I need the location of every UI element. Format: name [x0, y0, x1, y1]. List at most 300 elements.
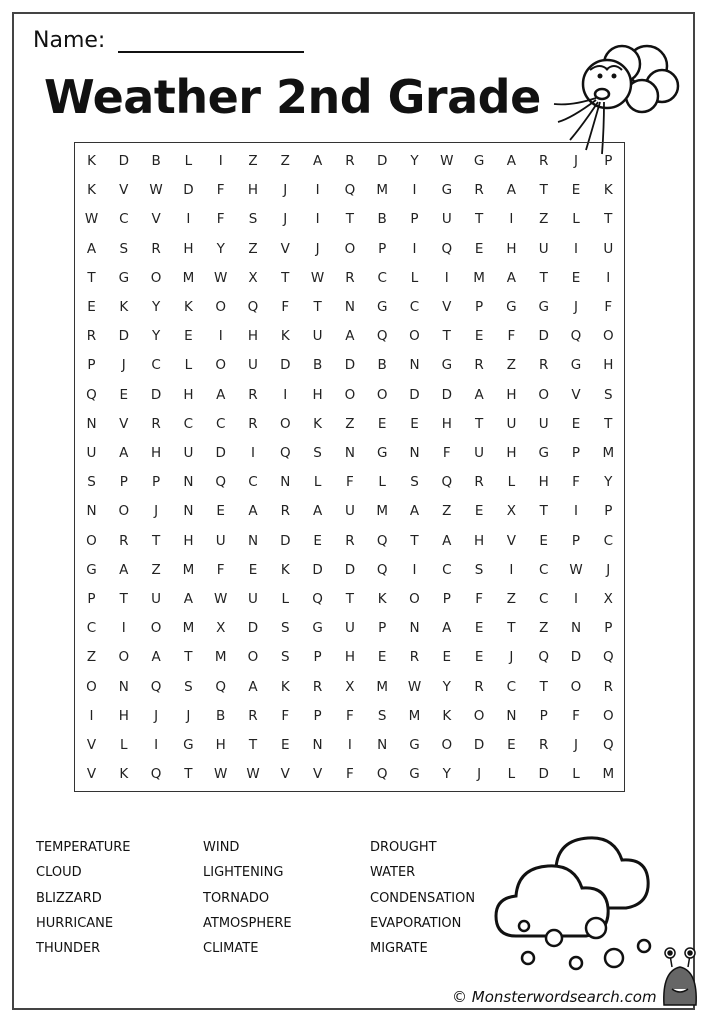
grid-letter[interactable]: Q — [602, 737, 615, 753]
grid-letter[interactable]: O — [86, 532, 98, 549]
grid-letter[interactable]: D — [441, 386, 453, 403]
grid-letter[interactable]: T — [119, 591, 129, 607]
grid-letter[interactable]: M — [602, 445, 615, 461]
grid-letter[interactable]: S — [313, 445, 323, 461]
grid-letter[interactable]: D — [215, 445, 227, 461]
grid-letter[interactable]: Q — [376, 328, 388, 345]
grid-letter[interactable]: O — [409, 328, 421, 345]
grid-letter[interactable]: S — [410, 474, 420, 491]
grid-letter[interactable]: K — [87, 182, 97, 199]
grid-letter[interactable]: U — [183, 445, 194, 461]
grid-letter[interactable]: D — [376, 153, 388, 169]
grid-letter[interactable]: Q — [215, 678, 227, 695]
grid-letter[interactable]: F — [572, 474, 581, 491]
grid-letter[interactable]: K — [87, 153, 97, 169]
grid-letter[interactable]: M — [376, 503, 389, 520]
grid-letter[interactable]: C — [538, 591, 549, 607]
grid-letter[interactable]: D — [150, 386, 162, 403]
grid-letter[interactable]: Z — [539, 211, 549, 228]
grid-letter[interactable]: K — [280, 328, 291, 345]
grid-letter[interactable]: K — [183, 299, 194, 315]
grid-letter[interactable]: P — [571, 445, 581, 461]
grid-letter[interactable]: O — [409, 591, 421, 607]
grid-letter[interactable]: Q — [150, 678, 162, 695]
grid-letter[interactable]: T — [507, 620, 517, 637]
grid-letter[interactable]: R — [280, 503, 291, 520]
grid-letter[interactable]: I — [574, 591, 579, 607]
grid-letter[interactable]: V — [119, 415, 129, 432]
grid-letter[interactable]: W — [246, 766, 261, 783]
grid-letter[interactable]: G — [409, 766, 421, 783]
grid-letter[interactable]: D — [409, 386, 421, 403]
grid-letter[interactable]: H — [151, 445, 162, 461]
grid-letter[interactable]: X — [506, 503, 517, 520]
grid-letter[interactable]: T — [539, 503, 549, 520]
grid-letter[interactable]: E — [571, 269, 581, 286]
grid-letter[interactable]: E — [184, 328, 194, 345]
grid-letter[interactable]: V — [151, 211, 162, 228]
grid-letter[interactable]: P — [475, 299, 484, 315]
grid-letter[interactable]: A — [442, 532, 452, 549]
grid-letter[interactable]: G — [506, 299, 518, 315]
grid-letter[interactable]: L — [507, 766, 516, 783]
grid-letter[interactable]: Z — [345, 415, 356, 432]
grid-letter[interactable]: U — [506, 415, 517, 432]
grid-letter[interactable]: P — [604, 153, 613, 169]
grid-letter[interactable]: R — [538, 153, 549, 169]
grid-letter[interactable]: M — [182, 561, 195, 578]
grid-letter[interactable]: B — [312, 357, 323, 374]
grid-letter[interactable]: I — [121, 620, 127, 637]
grid-letter[interactable]: O — [376, 386, 388, 403]
grid-letter[interactable]: F — [346, 766, 355, 783]
grid-letter[interactable]: R — [86, 328, 97, 345]
grid-letter[interactable]: C — [183, 415, 194, 432]
grid-letter[interactable]: Y — [151, 299, 161, 315]
grid-letter[interactable]: V — [506, 532, 517, 549]
grid-letter[interactable]: F — [281, 707, 290, 724]
grid-letter[interactable]: K — [313, 415, 323, 432]
grid-letter[interactable]: C — [151, 357, 162, 374]
grid-letter[interactable]: R — [151, 415, 162, 432]
grid-letter[interactable]: V — [442, 299, 452, 315]
grid-letter[interactable]: O — [215, 299, 227, 315]
grid-letter[interactable]: Z — [248, 153, 259, 169]
grid-letter[interactable]: D — [312, 561, 324, 578]
grid-letter[interactable]: T — [345, 591, 355, 607]
grid-letter[interactable]: O — [86, 678, 98, 695]
grid-letter[interactable]: R — [538, 737, 549, 753]
grid-letter[interactable]: R — [603, 678, 614, 695]
grid-letter[interactable]: O — [118, 503, 130, 520]
grid-letter[interactable]: E — [248, 561, 258, 578]
grid-letter[interactable]: Q — [538, 649, 550, 666]
grid-letter[interactable]: E — [216, 503, 226, 520]
grid-letter[interactable]: N — [118, 678, 130, 695]
grid-letter[interactable]: C — [409, 299, 420, 315]
grid-letter[interactable]: B — [377, 211, 388, 228]
grid-letter[interactable]: D — [538, 328, 550, 345]
grid-letter[interactable]: F — [507, 328, 516, 345]
grid-letter[interactable]: T — [474, 415, 484, 432]
grid-letter[interactable]: R — [409, 649, 420, 666]
grid-letter[interactable]: J — [509, 649, 514, 666]
grid-letter[interactable]: Z — [248, 240, 259, 257]
grid-letter[interactable]: A — [409, 503, 420, 520]
grid-letter[interactable]: E — [474, 649, 484, 666]
grid-letter[interactable]: H — [538, 474, 550, 491]
grid-letter[interactable]: I — [89, 707, 94, 724]
grid-letter[interactable]: D — [570, 649, 582, 666]
grid-letter[interactable]: Y — [442, 678, 452, 695]
grid-letter[interactable]: N — [409, 445, 421, 461]
grid-letter[interactable]: I — [509, 561, 514, 578]
grid-letter[interactable]: K — [119, 299, 129, 315]
grid-letter[interactable]: P — [604, 503, 613, 520]
grid-letter[interactable]: V — [280, 240, 291, 257]
grid-letter[interactable]: T — [281, 269, 290, 286]
grid-letter[interactable]: T — [184, 649, 194, 666]
grid-letter[interactable]: A — [119, 561, 129, 578]
grid-letter[interactable]: J — [574, 299, 579, 315]
grid-letter[interactable]: Q — [344, 182, 356, 199]
grid-letter[interactable]: I — [315, 211, 321, 228]
grid-letter[interactable]: O — [150, 269, 162, 286]
grid-letter[interactable]: C — [506, 678, 517, 695]
grid-letter[interactable]: E — [119, 386, 129, 403]
grid-letter[interactable]: F — [216, 561, 226, 578]
grid-letter[interactable]: A — [248, 503, 259, 520]
grid-letter[interactable]: P — [313, 649, 323, 666]
grid-letter[interactable]: S — [474, 561, 484, 578]
grid-letter[interactable]: M — [602, 766, 615, 783]
grid-letter[interactable]: H — [344, 649, 356, 666]
grid-letter[interactable]: J — [283, 182, 288, 199]
grid-letter[interactable]: I — [154, 737, 159, 753]
grid-letter[interactable]: X — [248, 269, 259, 286]
grid-letter[interactable]: W — [214, 269, 228, 286]
grid-letter[interactable]: A — [506, 269, 517, 286]
grid-letter[interactable]: T — [442, 328, 452, 345]
grid-letter[interactable]: G — [538, 445, 550, 461]
grid-letter[interactable]: A — [248, 678, 259, 695]
grid-letter[interactable]: M — [376, 182, 389, 199]
grid-letter[interactable]: J — [574, 153, 579, 169]
grid-letter[interactable]: Q — [312, 591, 324, 607]
grid-letter[interactable]: P — [313, 707, 323, 724]
grid-letter[interactable]: P — [378, 620, 387, 637]
grid-letter[interactable]: G — [538, 299, 550, 315]
grid-letter[interactable]: N — [86, 503, 98, 520]
grid-letter[interactable]: A — [151, 649, 162, 666]
grid-letter[interactable]: J — [606, 561, 611, 578]
grid-letter[interactable]: F — [442, 445, 452, 461]
grid-letter[interactable]: U — [248, 591, 259, 607]
grid-letter[interactable]: Y — [216, 240, 226, 257]
grid-letter[interactable]: E — [281, 737, 291, 753]
grid-letter[interactable]: F — [346, 707, 355, 724]
grid-letter[interactable]: U — [312, 328, 324, 345]
grid-letter[interactable]: S — [377, 707, 387, 724]
grid-letter[interactable]: C — [86, 620, 97, 637]
grid-letter[interactable]: P — [539, 707, 549, 724]
grid-letter[interactable]: J — [315, 240, 321, 257]
grid-letter[interactable]: I — [218, 153, 224, 169]
grid-letter[interactable]: A — [506, 182, 517, 199]
grid-letter[interactable]: V — [280, 766, 291, 783]
grid-letter[interactable]: K — [280, 561, 291, 578]
grid-letter[interactable]: Q — [150, 766, 162, 783]
grid-letter[interactable]: Y — [410, 153, 420, 169]
grid-letter[interactable]: V — [571, 386, 582, 403]
grid-letter[interactable]: D — [280, 357, 291, 374]
grid-letter[interactable]: B — [216, 707, 226, 724]
grid-letter[interactable]: Q — [376, 561, 388, 578]
grid-letter[interactable]: M — [473, 269, 486, 286]
grid-letter[interactable]: D — [280, 532, 291, 549]
grid-letter[interactable]: C — [248, 474, 259, 491]
grid-letter[interactable]: P — [571, 532, 581, 549]
grid-letter[interactable]: G — [376, 299, 388, 315]
grid-letter[interactable]: I — [444, 269, 450, 286]
grid-letter[interactable]: W — [149, 182, 164, 199]
grid-letter[interactable]: Q — [86, 386, 98, 403]
grid-letter[interactable]: I — [218, 328, 224, 345]
grid-letter[interactable]: B — [377, 357, 388, 374]
grid-letter[interactable]: P — [152, 474, 161, 491]
grid-letter[interactable]: R — [474, 182, 485, 199]
grid-letter[interactable]: L — [378, 474, 387, 491]
grid-letter[interactable]: N — [409, 620, 421, 637]
grid-letter[interactable]: T — [604, 211, 613, 228]
grid-letter[interactable]: E — [377, 415, 387, 432]
grid-letter[interactable]: R — [151, 240, 162, 257]
grid-letter[interactable]: Z — [506, 591, 517, 607]
grid-letter[interactable]: S — [119, 240, 129, 257]
grid-letter[interactable]: Z — [151, 561, 162, 578]
grid-letter[interactable]: N — [280, 474, 291, 491]
grid-letter[interactable]: D — [473, 737, 485, 753]
grid-letter[interactable]: O — [570, 678, 582, 695]
grid-letter[interactable]: W — [440, 153, 454, 169]
grid-letter[interactable]: Y — [442, 766, 452, 783]
grid-letter[interactable]: C — [377, 269, 388, 286]
grid-letter[interactable]: E — [507, 737, 517, 753]
grid-letter[interactable]: L — [410, 269, 419, 286]
grid-letter[interactable]: J — [154, 707, 159, 724]
grid-letter[interactable]: C — [215, 415, 226, 432]
grid-letter[interactable]: O — [247, 649, 259, 666]
grid-letter[interactable]: A — [183, 591, 194, 607]
grid-letter[interactable]: R — [345, 269, 356, 286]
grid-letter[interactable]: C — [538, 561, 549, 578]
grid-letter[interactable]: N — [183, 474, 194, 491]
grid-letter[interactable]: Q — [279, 445, 292, 461]
grid-letter[interactable]: H — [183, 532, 194, 549]
grid-letter[interactable]: V — [119, 182, 129, 199]
grid-letter[interactable]: X — [345, 678, 356, 695]
grid-letter[interactable]: H — [312, 386, 324, 403]
grid-letter[interactable]: H — [183, 240, 194, 257]
grid-letter[interactable]: L — [572, 211, 581, 228]
grid-letter[interactable]: R — [248, 707, 259, 724]
grid-letter[interactable]: D — [118, 153, 130, 169]
grid-letter[interactable]: I — [412, 182, 417, 199]
grid-letter[interactable]: J — [477, 766, 482, 783]
grid-letter[interactable]: Q — [376, 766, 388, 783]
grid-letter[interactable]: H — [506, 386, 517, 403]
grid-letter[interactable]: W — [310, 269, 325, 286]
grid-letter[interactable]: P — [378, 240, 387, 257]
grid-letter[interactable]: I — [251, 445, 256, 461]
grid-letter[interactable]: K — [442, 707, 452, 724]
grid-letter[interactable]: D — [118, 328, 130, 345]
grid-letter[interactable]: T — [539, 269, 549, 286]
grid-letter[interactable]: L — [184, 153, 193, 169]
grid-letter[interactable]: C — [603, 532, 614, 549]
grid-letter[interactable]: H — [474, 532, 485, 549]
grid-letter[interactable]: C — [442, 561, 453, 578]
grid-letter[interactable]: E — [313, 532, 323, 549]
grid-letter[interactable]: I — [574, 240, 579, 257]
grid-letter[interactable]: E — [474, 328, 484, 345]
grid-letter[interactable]: T — [604, 415, 613, 432]
grid-letter[interactable]: V — [86, 766, 97, 783]
grid-letter[interactable]: H — [603, 357, 614, 374]
grid-letter[interactable]: F — [281, 299, 290, 315]
grid-letter[interactable]: I — [283, 386, 288, 403]
grid-letter[interactable]: I — [315, 182, 321, 199]
grid-letter[interactable]: Q — [602, 649, 615, 666]
grid-letter[interactable]: O — [279, 415, 292, 432]
grid-letter[interactable]: E — [474, 620, 484, 637]
grid-letter[interactable]: Z — [539, 620, 549, 637]
grid-letter[interactable]: N — [377, 737, 388, 753]
grid-letter[interactable]: K — [119, 766, 129, 783]
grid-letter[interactable]: T — [313, 299, 323, 315]
grid-letter[interactable]: S — [87, 474, 97, 491]
grid-letter[interactable]: O — [118, 649, 130, 666]
grid-letter[interactable]: P — [604, 620, 613, 637]
grid-letter[interactable]: A — [345, 328, 356, 345]
grid-letter[interactable]: K — [280, 678, 291, 695]
grid-letter[interactable]: E — [410, 415, 420, 432]
grid-letter[interactable]: D — [344, 357, 356, 374]
grid-letter[interactable]: Z — [506, 357, 517, 374]
grid-letter[interactable]: R — [538, 357, 549, 374]
grid-letter[interactable]: S — [184, 678, 194, 695]
grid-letter[interactable]: Y — [604, 474, 613, 491]
grid-letter[interactable]: L — [281, 591, 290, 607]
grid-letter[interactable]: J — [186, 707, 191, 724]
grid-letter[interactable]: P — [119, 474, 129, 491]
grid-letter[interactable]: H — [506, 240, 517, 257]
grid-letter[interactable]: M — [214, 649, 228, 666]
grid-letter[interactable]: G — [183, 737, 195, 753]
grid-letter[interactable]: P — [87, 357, 97, 374]
grid-letter[interactable]: D — [538, 766, 550, 783]
grid-letter[interactable]: E — [571, 415, 581, 432]
grid-letter[interactable]: Z — [280, 153, 291, 169]
grid-letter[interactable]: W — [214, 591, 228, 607]
grid-letter[interactable]: T — [87, 269, 97, 286]
grid-letter[interactable]: L — [120, 737, 129, 753]
grid-letter[interactable]: J — [154, 503, 159, 520]
grid-letter[interactable]: P — [442, 591, 452, 607]
grid-letter[interactable]: U — [538, 240, 550, 257]
grid-letter[interactable]: I — [412, 240, 417, 257]
grid-letter[interactable]: S — [248, 211, 258, 228]
grid-letter[interactable]: Q — [570, 328, 582, 345]
grid-letter[interactable]: W — [407, 678, 422, 695]
grid-letter[interactable]: I — [347, 737, 353, 753]
grid-letter[interactable]: K — [603, 182, 614, 199]
grid-letter[interactable]: S — [604, 386, 614, 403]
grid-letter[interactable]: C — [119, 211, 130, 228]
grid-letter[interactable]: W — [569, 561, 584, 578]
grid-letter[interactable]: R — [474, 474, 485, 491]
grid-letter[interactable]: M — [376, 678, 389, 695]
grid-letter[interactable]: N — [312, 737, 324, 753]
grid-letter[interactable]: R — [119, 532, 129, 549]
grid-letter[interactable]: K — [377, 591, 388, 607]
grid-letter[interactable]: P — [410, 211, 420, 228]
grid-letter[interactable]: D — [344, 561, 356, 578]
grid-letter[interactable]: A — [442, 620, 452, 637]
grid-letter[interactable]: B — [151, 153, 162, 169]
grid-letter[interactable]: T — [474, 211, 484, 228]
grid-letter[interactable]: N — [344, 299, 356, 315]
grid-letter[interactable]: Z — [86, 649, 97, 666]
grid-letter[interactable]: N — [570, 620, 582, 637]
grid-letter[interactable]: U — [603, 240, 614, 257]
grid-letter[interactable]: A — [216, 386, 226, 403]
grid-letter[interactable]: G — [473, 153, 485, 169]
grid-letter[interactable]: I — [186, 211, 191, 228]
grid-letter[interactable]: O — [473, 707, 485, 724]
grid-letter[interactable]: W — [214, 766, 228, 783]
grid-letter[interactable]: U — [344, 503, 356, 520]
grid-letter[interactable]: Z — [442, 503, 452, 520]
grid-letter[interactable]: H — [506, 445, 517, 461]
grid-letter[interactable]: D — [183, 182, 195, 199]
grid-letter[interactable]: N — [86, 415, 98, 432]
grid-letter[interactable]: N — [409, 357, 421, 374]
grid-letter[interactable]: A — [86, 240, 97, 257]
grid-letter[interactable]: E — [474, 240, 484, 257]
grid-letter[interactable]: I — [574, 503, 579, 520]
grid-letter[interactable]: Q — [441, 474, 453, 491]
grid-letter[interactable]: E — [377, 649, 387, 666]
grid-letter[interactable]: E — [474, 503, 484, 520]
grid-letter[interactable]: O — [215, 357, 227, 374]
grid-letter[interactable]: T — [539, 678, 549, 695]
grid-letter[interactable]: H — [247, 328, 259, 345]
grid-letter[interactable]: E — [87, 299, 97, 315]
grid-letter[interactable]: F — [572, 707, 581, 724]
grid-letter[interactable]: T — [410, 532, 420, 549]
grid-letter[interactable]: M — [182, 620, 195, 637]
grid-letter[interactable]: N — [183, 503, 194, 520]
grid-letter[interactable]: R — [248, 386, 259, 403]
grid-letter[interactable]: J — [574, 737, 579, 753]
grid-letter[interactable]: H — [247, 182, 259, 199]
grid-letter[interactable]: W — [84, 211, 99, 228]
grid-letter[interactable]: Y — [151, 328, 161, 345]
grid-letter[interactable]: A — [312, 503, 323, 520]
grid-letter[interactable]: E — [571, 182, 581, 199]
grid-letter[interactable]: J — [283, 211, 288, 228]
